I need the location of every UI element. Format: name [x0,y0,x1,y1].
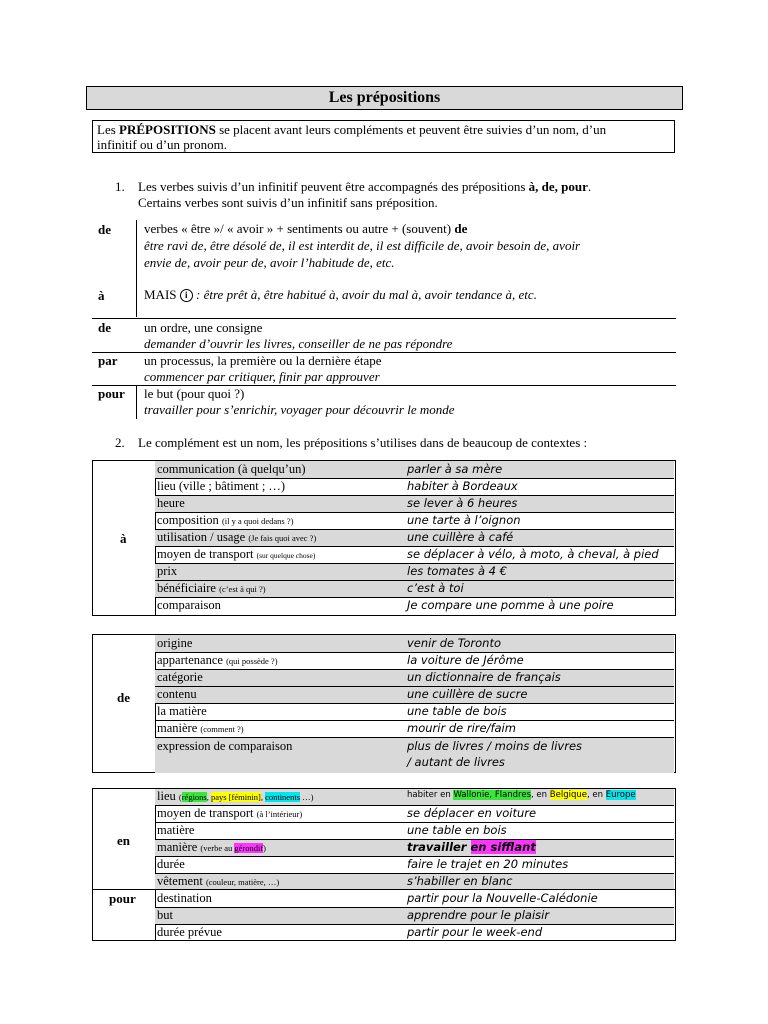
info-icon: i [180,289,193,302]
row-example: se lever à 6 heures [407,496,518,510]
row-usage-main: bénéficiaire [157,581,216,595]
section1-number: 1. [115,179,125,194]
row-usage-main: utilisation / usage [157,530,246,544]
row-example: les tomates à 4 € [407,564,507,578]
row-usage-note: (couleur, matière, …) [205,877,280,887]
row-example: parler à sa mère [407,462,503,476]
row-usage-note [179,792,314,802]
row-example: mourir de rire/faim [407,721,516,735]
row-sep [155,737,674,738]
ex-mid: , en [586,790,606,800]
row-usage-main: moyen de transport [157,547,254,561]
row-usage: lieu (ville ; bâtiment ; …) [157,479,286,493]
block2-par-line1: un processus, la première ou la dernière étape [144,353,382,368]
row-example: venir de Toronto [407,636,502,650]
row-example: plus de livres / moins de livres [407,739,583,753]
row-example: un dictionnaire de français [407,670,561,684]
label-a-1: à [98,288,105,303]
ex-hl-continent: Europe [605,790,636,800]
intro-box [92,120,675,153]
row-example-cont: / autant de livres [407,755,505,769]
note-regions: régions [181,792,207,802]
table-en-label: en [117,833,130,848]
section1-line1-bold: à, de, pour [528,179,588,194]
note-comma: , [206,792,211,802]
row-usage-note [200,843,266,853]
block2-par-line2: commencer par critiquer, finir par approuver [144,369,380,384]
table-a-label: à [120,531,127,546]
block2-de-line2: demander d’ouvrir les livres, conseiller de ne pas répondre [144,336,453,351]
row-usage [157,530,397,545]
row-usage-main: moyen de transport [157,806,254,820]
ex-hl-gerondif: en sifflant [470,840,536,854]
row-usage-main: manière [157,840,198,854]
page-title: Les prépositions [86,86,683,110]
note-post: ) [263,843,267,853]
row-usage [157,653,397,668]
table-en-pour-sep [93,889,675,890]
row-usage-note: (qui possède ?) [226,656,278,666]
row-usage [157,721,397,736]
intro-bold: PRÉPOSITIONS [119,122,216,137]
block2-divider [136,386,137,419]
block1-example-1: être ravi de, être désolé de, il est interdit de, il est difficile de, avoir besoin de, avoir [144,238,581,253]
note-comma: , [260,792,266,802]
row-usage: heure [157,496,185,510]
row-usage-main: appartenance [157,653,223,667]
row-usage: but [157,908,173,922]
section1-line2: Certains verbes sont suivis d’un infinitif sans préposition. [138,195,438,210]
block1-example-2: envie de, avoir peur de, avoir l’habitude de, etc. [144,255,395,270]
row-usage-note: (c’est à qui ?) [219,584,266,594]
mais-example: : être prêt à, être habitué à, avoir du mal à, avoir tendance à, etc. [196,287,537,302]
block1-verbs [144,221,467,237]
row-usage-main: composition [157,513,219,527]
ex-hl-regions: Wallonie, Flandres [453,790,532,800]
intro-rest2: infinitif ou d’un pronom. [97,137,227,152]
row-usage-main: manière [157,721,198,735]
mais-label: MAIS [144,287,177,302]
row-usage: origine [157,636,193,650]
block1-mais [144,287,537,303]
row-usage-main: lieu [157,789,176,803]
row-usage [157,513,397,528]
table-en-pour [92,788,676,941]
row-usage-main: vêtement [157,874,203,888]
row-example: se déplacer à vélo, à moto, à cheval, à pied [407,547,659,561]
intro-pre: Les [97,122,120,137]
section1-line1-post: . [587,179,592,194]
block1-verbs-bold: de [454,221,468,236]
row-usage: prix [157,564,178,578]
note-continents: continents [265,792,301,802]
table-de-label: de [117,690,130,705]
row-example: se déplacer en voiture [407,806,537,820]
row-usage: comparaison [157,598,221,612]
row-usage [157,806,397,821]
row-example: partir pour le week-end [407,925,543,939]
row-usage: destination [157,891,212,905]
note-open: ( [178,792,182,802]
row-usage: catégorie [157,670,203,684]
row-example: une table en bois [407,823,507,837]
ex-pre: travailler [407,840,471,854]
section1-line1 [138,179,591,195]
row-usage-note: (sur quelque chose) [256,551,316,560]
row-example [407,840,536,854]
row-usage: durée prévue [157,925,222,939]
section2-number: 2. [115,435,125,450]
ex-mid: , en [531,790,550,800]
table-pour-label: pour [109,891,136,906]
block1-divider [136,220,137,317]
row-usage [157,789,397,804]
note-gerondif: gérondif [234,843,264,853]
label-pour-1: pour [98,386,125,401]
row-usage-note: (à l’intérieur) [256,809,303,819]
row-example: c’est à toi [407,581,464,595]
row-usage-note: (il y a quoi dedans ?) [221,516,294,526]
block2-pour-line1: le but (pour quoi ?) [144,386,245,401]
row-example: apprendre pour le plaisir [407,908,550,922]
row-example: une cuillère de sucre [407,687,528,701]
table-a [92,460,676,616]
row-example: une cuillère à café [407,530,514,544]
note-close: …) [300,792,314,802]
row-usage: contenu [157,687,197,701]
block2-de-line1: un ordre, une consigne [144,320,263,335]
row-usage: expression de comparaison [157,739,293,753]
row-usage: la matière [157,704,207,718]
table-de [92,634,676,773]
row-usage-note: (Je fais quoi avec ?) [248,533,317,543]
row-usage: matière [157,823,195,837]
ex-pre: habiter en [407,790,454,800]
block2-pour-line2: travailler pour s’enrichir, voyager pour découvrir le monde [144,402,455,417]
row-usage [157,874,397,889]
row-example: faire le trajet en 20 minutes [407,857,569,871]
note-pays: pays [féminin] [211,792,261,802]
note-pre: (verbe au [200,843,235,853]
row-example: une table de bois [407,704,507,718]
label-de-2: de [98,320,111,335]
intro-rest1: se placent avant leurs compléments et peuvent être suivies d’un nom, d’un [215,122,607,137]
block1-verbs-pre: verbes « être »/ « avoir » + sentiments ou autre + (souvent) [144,221,455,236]
label-par: par [98,353,118,368]
row-usage [157,581,397,596]
row-usage: communication (à quelqu’un) [157,462,306,476]
row-usage-note: (comment ?) [200,724,244,734]
row-example: habiter à Bordeaux [407,479,518,493]
row-example: s’habiller en blanc [407,874,513,888]
row-example: la voiture de Jérôme [407,653,524,667]
ex-hl-pays: Belgique [549,790,587,800]
row-example: partir pour la Nouvelle-Calédonie [407,891,598,905]
row-example [407,790,636,800]
row-usage [157,840,397,855]
section1-line1-pre: Les verbes suivis d’un infinitif peuvent être accompagnés des prépositions [138,179,529,194]
block2-top-line [92,318,676,319]
label-de-1: de [98,222,111,237]
row-usage [157,547,397,562]
row-example: une tarte à l’oignon [407,513,521,527]
row-usage: durée [157,857,185,871]
section2-text: Le complément est un nom, les prépositions s’utilises dans de beaucoup de contextes : [138,435,588,450]
row-example: Je compare une pomme à une poire [407,598,614,612]
